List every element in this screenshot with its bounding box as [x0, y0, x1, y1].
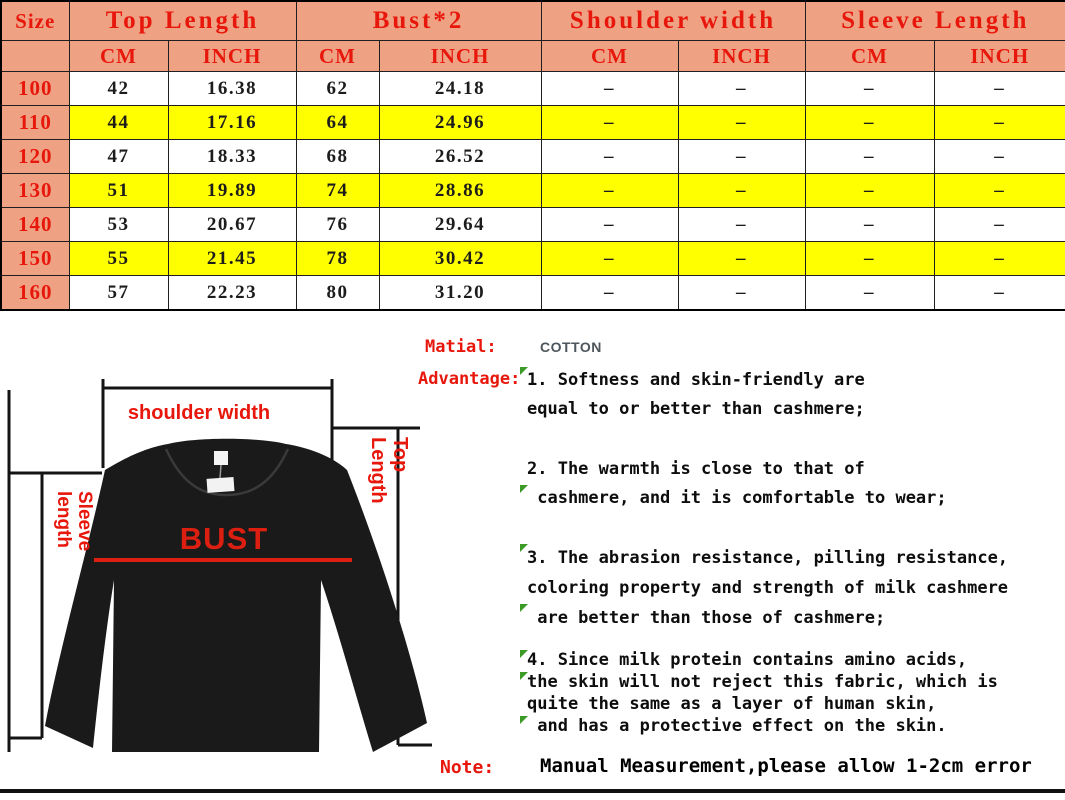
hang-tag [207, 477, 235, 493]
size-cell: 130 [1, 174, 69, 208]
advantage-line [527, 484, 1047, 513]
tag-string [220, 465, 221, 478]
advantage-line-text: 3. The abrasion resistance, pilling resistance, [527, 548, 1009, 568]
value-cell: – [678, 208, 805, 242]
advantage-line-text: and has a protective effect on the skin. [527, 716, 947, 736]
value-cell: 18.33 [168, 140, 296, 174]
value-cell: 64 [296, 106, 379, 140]
unit-header: CM [69, 41, 168, 72]
care-label [214, 451, 228, 465]
unit-header-empty [1, 41, 69, 72]
shirt-measurement-diagram [0, 303, 450, 800]
green-corner-marker-icon [520, 544, 528, 552]
advantage-line [527, 366, 1047, 395]
advantage-point-4 [527, 649, 1047, 737]
bottom-divider [0, 789, 1065, 793]
value-cell: 74 [296, 174, 379, 208]
value-cell: – [541, 106, 678, 140]
size-cell: 150 [1, 242, 69, 276]
note-label: Note: [440, 757, 495, 778]
value-cell: 31.20 [379, 276, 541, 311]
value-cell: – [541, 276, 678, 311]
value-cell: 55 [69, 242, 168, 276]
value-cell: 20.67 [168, 208, 296, 242]
value-cell: – [805, 174, 934, 208]
advantage-line-text: quite the same as a layer of human skin, [527, 694, 937, 714]
value-cell: – [934, 276, 1065, 311]
top-length-label-line1: Top [389, 437, 411, 473]
bust-line [94, 558, 352, 562]
value-cell: – [541, 140, 678, 174]
advantage-line-text: the skin will not reject this fabric, which is [527, 672, 998, 692]
value-cell: 68 [296, 140, 379, 174]
value-cell: 24.96 [379, 106, 541, 140]
advantage-line [527, 649, 1047, 671]
value-cell: 53 [69, 208, 168, 242]
column-group-top-length: Top Length [69, 1, 296, 41]
value-cell: 29.64 [379, 208, 541, 242]
advantage-line [527, 573, 1047, 603]
advantage-point-1 [527, 366, 1047, 424]
advantage-line [527, 715, 1047, 737]
value-cell: – [541, 208, 678, 242]
green-corner-marker-icon [520, 604, 528, 612]
unit-header: INCH [168, 41, 296, 72]
green-corner-marker-icon [520, 367, 528, 375]
value-cell: – [934, 174, 1065, 208]
value-cell: – [934, 72, 1065, 106]
advantage-line-text: 4. Since milk protein contains amino acids, [527, 650, 968, 670]
value-cell: – [678, 276, 805, 311]
value-cell: 62 [296, 72, 379, 106]
value-cell: – [805, 106, 934, 140]
advantage-line-text: 2. The warmth is close to that of [527, 459, 865, 479]
column-group-size: Size [1, 1, 69, 41]
green-corner-marker-icon [520, 716, 528, 724]
column-group-shoulder-width: Shoulder width [541, 1, 805, 41]
value-cell: – [805, 276, 934, 311]
advantage-line-text: equal to or better than cashmere; [527, 399, 865, 419]
value-cell: – [678, 242, 805, 276]
material-label: Matial: [425, 337, 497, 357]
value-cell: – [541, 72, 678, 106]
size-cell: 160 [1, 276, 69, 311]
unit-header: CM [541, 41, 678, 72]
green-corner-marker-icon [520, 672, 528, 680]
value-cell: 17.16 [168, 106, 296, 140]
value-cell: – [541, 174, 678, 208]
value-cell: – [541, 242, 678, 276]
unit-header: INCH [678, 41, 805, 72]
value-cell: – [805, 208, 934, 242]
advantages [527, 0, 1047, 760]
green-corner-marker-icon [520, 650, 528, 658]
value-cell: – [805, 140, 934, 174]
top-length-label-line2: Length [367, 437, 389, 504]
unit-header: CM [805, 41, 934, 72]
value-cell: 30.42 [379, 242, 541, 276]
advantage-line-text: cashmere, and it is comfortable to wear; [527, 488, 947, 508]
green-corner-marker-icon [520, 485, 528, 493]
value-cell: – [678, 174, 805, 208]
column-group-bust-2: Bust*2 [296, 1, 541, 41]
value-cell: 21.45 [168, 242, 296, 276]
value-cell: 76 [296, 208, 379, 242]
advantage-line [527, 455, 1047, 484]
sleeve-length-label-line1: Sleeve [74, 491, 95, 552]
value-cell: 78 [296, 242, 379, 276]
advantage-label: Advantage: [418, 369, 521, 389]
value-cell: 28.86 [379, 174, 541, 208]
advantage-line [527, 671, 1047, 693]
shoulder-width-label: shoulder width [127, 402, 271, 424]
note-text: Manual Measurement,please allow 1-2cm error [540, 755, 1032, 777]
size-cell: 110 [1, 106, 69, 140]
value-cell: – [678, 140, 805, 174]
value-cell: 42 [69, 72, 168, 106]
value-cell: 51 [69, 174, 168, 208]
value-cell: – [934, 106, 1065, 140]
value-cell: – [678, 106, 805, 140]
column-group-sleeve-length: Sleeve Length [805, 1, 1065, 41]
advantage-line [527, 395, 1047, 424]
value-cell: – [934, 208, 1065, 242]
size-cell: 120 [1, 140, 69, 174]
value-cell: 80 [296, 276, 379, 311]
value-cell: – [678, 72, 805, 106]
value-cell: 44 [69, 106, 168, 140]
size-cell: 100 [1, 72, 69, 106]
bust-label: BUST [179, 521, 269, 556]
value-cell: 16.38 [168, 72, 296, 106]
sleeve-length-label-line2: length [53, 491, 74, 548]
value-cell: 26.52 [379, 140, 541, 174]
advantage-line [527, 543, 1047, 573]
unit-header: INCH [379, 41, 541, 72]
advantage-point-3 [527, 543, 1047, 633]
value-cell: 19.89 [168, 174, 296, 208]
advantage-line [527, 603, 1047, 633]
value-cell: 22.23 [168, 276, 296, 311]
value-cell: – [805, 72, 934, 106]
advantage-line [527, 693, 1047, 715]
advantage-line-text: coloring property and strength of milk cashmere [527, 578, 1009, 598]
advantage-point-2 [527, 455, 1047, 513]
value-cell: – [805, 242, 934, 276]
value-cell: 57 [69, 276, 168, 311]
size-cell: 140 [1, 208, 69, 242]
value-cell: – [934, 140, 1065, 174]
material-value: COTTON [540, 339, 602, 355]
advantage-line-text: 1. Softness and skin-friendly are [527, 370, 865, 390]
unit-header: CM [296, 41, 379, 72]
advantage-line-text: are better than those of cashmere; [527, 608, 886, 628]
unit-header: INCH [934, 41, 1065, 72]
value-cell: 47 [69, 140, 168, 174]
value-cell: 24.18 [379, 72, 541, 106]
value-cell: – [934, 242, 1065, 276]
